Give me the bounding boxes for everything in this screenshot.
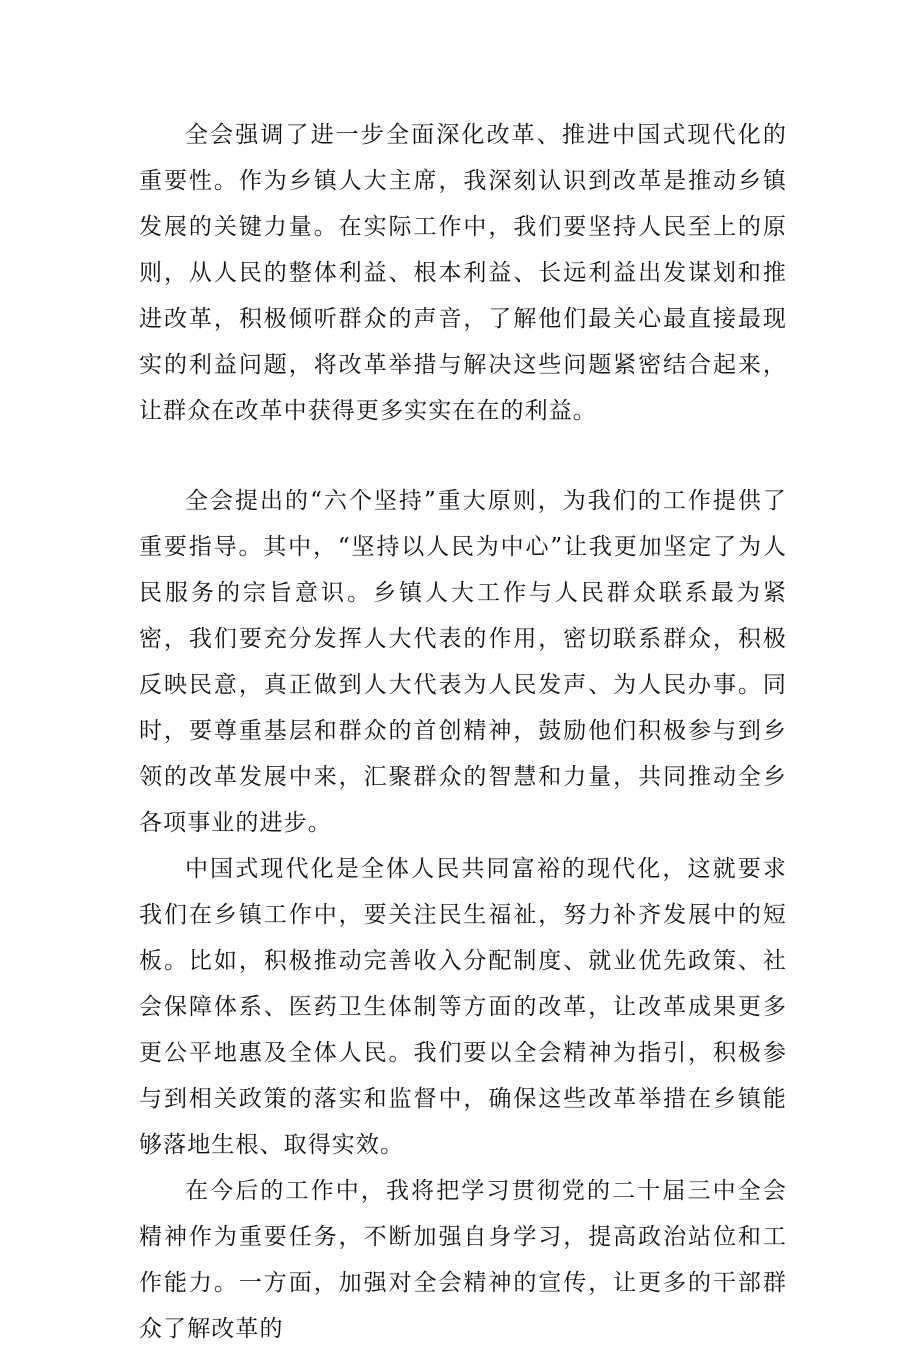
paragraph-2: 全会提出的“六个坚持”重大原则，为我们的工作提供了重要指导。其中，“坚持以人民为中心”让我更加坚定了为人民服务的宗旨意识。乡镇人大工作与人民群众联系最为紧密，我们要充分发挥人大代表的作用，密切联系群众，积极反映民意，真正做到人大代表为人民发声、为人民办事。同时，要尊重基层和群众的首创精神，鼓励他们积极参与到乡领的改革发展中来，汇聚群众的智慧和力量，共同推动全乡各项事业的进步。 xyxy=(139,488,787,836)
paragraph-4: 在今后的工作中，我将把学习贯彻党的二十届三中全会精神作为重要任务，不断加强自身学习，提高政治站位和工作能力。一方面，加强对全会精神的宣传，让更多的干部群众了解改革的 xyxy=(139,1178,787,1342)
paragraph-spacer xyxy=(139,434,787,478)
document-body xyxy=(139,112,787,1352)
paragraph-1: 全会强调了进一步全面深化改革、推进中国式现代化的重要性。作为乡镇人大主席，我深刻认识到改革是推动乡镇发展的关键力量。在实际工作中，我们要坚持人民至上的原则，从人民的整体利益、根本利益、长远利益出发谋划和推进改革，积极倾听群众的声音，了解他们最关心最直接最现实的利益问题，将改革举措与解决这些问题紧密结合起来，让群众在改革中获得更多实实在在的利益。 xyxy=(139,122,787,424)
paragraph-3: 中国式现代化是全体人民共同富裕的现代化，这就要求我们在乡镇工作中，要关注民生福祉，努力补齐发展中的短板。比如，积极推动完善收入分配制度、就业优先政策、社会保障体系、医药卫生体制等方面的改革，让改革成果更多更公平地惠及全体人民。我们要以全会精神为指引，积极参与到相关政策的落实和监督中，确保这些改革举措在乡镇能够落地生根、取得实效。 xyxy=(139,856,787,1158)
